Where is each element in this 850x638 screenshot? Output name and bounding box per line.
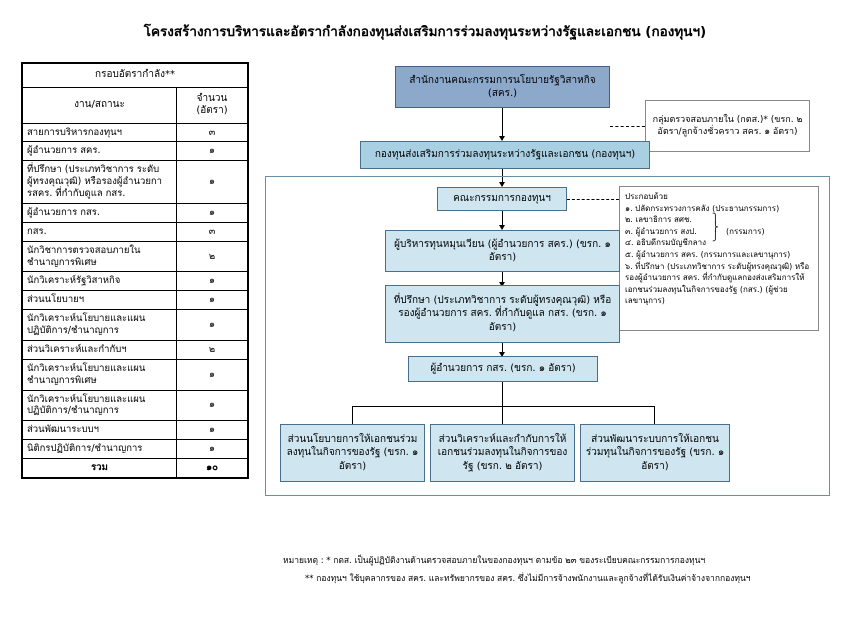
row-count: ๑ (177, 203, 248, 222)
row-count: ๑ (177, 390, 248, 421)
connector-audit (610, 126, 645, 127)
box-advisor-label: ที่ปรึกษา (ประเภทวิชาการ ระดับผู้ทรงคุณวุฒิ) หรือรองผู้อำนวยการ สคร. ที่กำกับดูแล กสร. (ขรก. ๑ อัตรา) (393, 294, 612, 333)
row-count: ๑ (177, 272, 248, 291)
row-count: ๒ (177, 241, 248, 272)
row-label: นักวิชาการตรวจสอบภายใน ชำนาญการพิเศษ (23, 241, 177, 272)
row-count: ๓ (177, 222, 248, 241)
table-row (23, 222, 248, 241)
box-division-development (580, 424, 730, 482)
row-label: นิติกรปฏิบัติการ/ชำนาญการ (23, 440, 177, 459)
quota-table (22, 63, 248, 478)
quota-table-wrapper (21, 62, 249, 479)
connector-division-1 (352, 406, 353, 424)
row-label: นักวิเคราะห์นโยบายและแผน ปฏิบัติการ/ชำนาญการ (23, 310, 177, 341)
row-count: ๓ (177, 123, 248, 142)
box-division-development-label: ส่วนพัฒนาระบบการให้เอกชนร่วมทุนในกิจการของรัฐ (ขรก. ๑ อัตรา) (585, 433, 725, 472)
legend-title: ประกอบด้วย (625, 192, 668, 201)
legend-item: ๔. อธิบดีกรมบัญชีกลาง (625, 238, 706, 248)
row-count: ๑ (177, 359, 248, 390)
row-count: ๑ (177, 142, 248, 161)
row-count: ๑ (177, 440, 248, 459)
table-column-header-row (23, 87, 248, 123)
row-label: ผู้อำนวยการ กสร. (23, 203, 177, 222)
box-fund-manager-label: ผู้บริหารทุนหมุนเวียน (ผู้อำนวยการ สคร.) (ขรก. ๑ อัตรา) (394, 238, 611, 263)
legend-committee-members (619, 186, 819, 331)
row-label: กสร. (23, 222, 177, 241)
row-count: ๑ (177, 291, 248, 310)
row-label: ที่ปรึกษา (ประเภทวิชาการ ระดับผู้ทรงคุณวุฒิ) หรือรองผู้อำนวยการสคร. ที่กำกับดูแล กสร. (23, 161, 177, 204)
row-label: ส่วนวิเคราะห์และกำกับฯ (23, 340, 177, 359)
legend-item: ๕. ผู้อำนวยการ สคร. (กรรมการและเลขานุการ) (625, 249, 791, 259)
legend-brace-label: (กรรมการ) (726, 227, 765, 236)
legend-item: ๒. เลขาธิการ สศช. (625, 215, 692, 225)
box-division-policy-label: ส่วนนโยบายการให้เอกชนร่วมลงทุนในกิจการของรัฐ (ขรก. ๑ อัตรา) (286, 433, 419, 472)
table-row (23, 272, 248, 291)
box-fund-committee-label: คณะกรรมการกองทุนฯ (453, 193, 551, 205)
table-row (23, 203, 248, 222)
table-row (23, 340, 248, 359)
legend-item: ๑. ปลัดกระทรวงการคลัง (ประธานกรรมการ) (625, 203, 780, 213)
box-division-analysis (430, 424, 575, 482)
legend-item: ๖. ที่ปรึกษา (ประเภทวิชาการ ระดับผู้ทรงคุณวุฒิ) หรือรองผู้อำนวยการ สคร. ที่กำกับดูแลกองส่งเสริมการให้เอกชนร่วมลงทุนในกิจการของรัฐ (กสร.) (ผู้ช่วยเลขานุการ) (625, 261, 810, 306)
table-row (23, 421, 248, 440)
box-fund-label: กองทุนส่งเสริมการร่วมลงทุนระหว่างรัฐและเอกชน (กองทุนฯ) (374, 149, 636, 161)
connector-division-2 (502, 406, 503, 424)
row-count: ๑ (177, 161, 248, 204)
box-director-gsr-label: ผู้อำนวยการ กสร. (ขรก. ๑ อัตรา) (430, 363, 576, 375)
column-header-role: งาน/สถานะ (23, 87, 177, 123)
box-internal-audit-label: กลุ่มตรวจสอบภายใน (กตส.)* (ขรก. ๒ อัตรา/ลูกจ้างชั่วคราว สคร. ๑ อัตรา) (652, 114, 803, 137)
legend-brace-icon: ⎫ ⎬ ⎭ (712, 214, 719, 242)
connector-division-3 (654, 406, 655, 424)
column-header-count: จำนวน (อัตรา) (177, 87, 248, 123)
table-header-row (23, 64, 248, 88)
table-row (23, 142, 248, 161)
connector-committee-legend (567, 199, 619, 200)
table-row (23, 440, 248, 459)
box-sepo (395, 66, 610, 108)
row-count: ๒ (177, 340, 248, 359)
total-label: รวม (23, 459, 177, 478)
table-row (23, 291, 248, 310)
row-count: ๑ (177, 421, 248, 440)
row-label: ผู้อำนวยการ สคร. (23, 142, 177, 161)
row-count: ๑ (177, 310, 248, 341)
row-label: นักวิเคราะห์นโยบายและแผน ชำนาญการพิเศษ (23, 359, 177, 390)
box-director-gsr (408, 356, 598, 382)
row-label: ส่วนนโยบายฯ (23, 291, 177, 310)
footnote-1: หมายเหตุ : * กตส. เป็นผู้ปฏิบัติงานด้านตรวจสอบภายในของกองทุนฯ ตามข้อ ๒๓ ของระเบียบคณะกรรมการกองทุนฯ (283, 556, 706, 566)
box-fund-committee (437, 187, 567, 211)
legend-item: ๓. ผู้อำนวยการ สงป. (625, 226, 697, 236)
box-fund-manager (385, 230, 620, 272)
box-sepo-label: สำนักงานคณะกรรมการนโยบายรัฐวิสาหกิจ (สคร.) (409, 74, 596, 99)
row-label: สายการบริหารกองทุนฯ (23, 123, 177, 142)
connector-director-bus (502, 382, 503, 406)
table-row (23, 161, 248, 204)
box-division-analysis-label: ส่วนวิเคราะห์และกำกับการให้เอกชนร่วมลงทุนในกิจการของรัฐ (ขรก. ๒ อัตรา) (437, 433, 568, 472)
page-title: โครงสร้างการบริหารและอัตรากำลังกองทุนส่งเสริมการร่วมลงทุนระหว่างรัฐและเอกชน (กองทุนฯ) (143, 24, 707, 40)
table-row (23, 359, 248, 390)
table-total-row (23, 459, 248, 478)
footnote-2: ** กองทุนฯ ใช้บุคลากรของ สคร. และทรัพยากรของ สคร. ซึ่งไม่มีการจ้างพนักงานและลูกจ้างที่ได้รับเงินค่าจ้างจากกองทุนฯ (305, 574, 751, 584)
box-internal-audit (645, 100, 810, 152)
box-advisor (385, 285, 620, 343)
table-row (23, 390, 248, 421)
row-label: นักวิเคราะห์นโยบายและแผน ปฏิบัติการ/ชำนาญการ (23, 390, 177, 421)
table-row (23, 241, 248, 272)
row-label: ส่วนพัฒนาระบบฯ (23, 421, 177, 440)
box-division-policy (280, 424, 425, 482)
table-row (23, 310, 248, 341)
total-count: ๑๐ (177, 459, 248, 478)
table-title: กรอบอัตรากำลัง** (23, 64, 248, 88)
box-fund (360, 141, 650, 169)
table-row (23, 123, 248, 142)
row-label: นักวิเคราะห์รัฐวิสาหกิจ (23, 272, 177, 291)
connector-divisions-bus (352, 406, 654, 407)
